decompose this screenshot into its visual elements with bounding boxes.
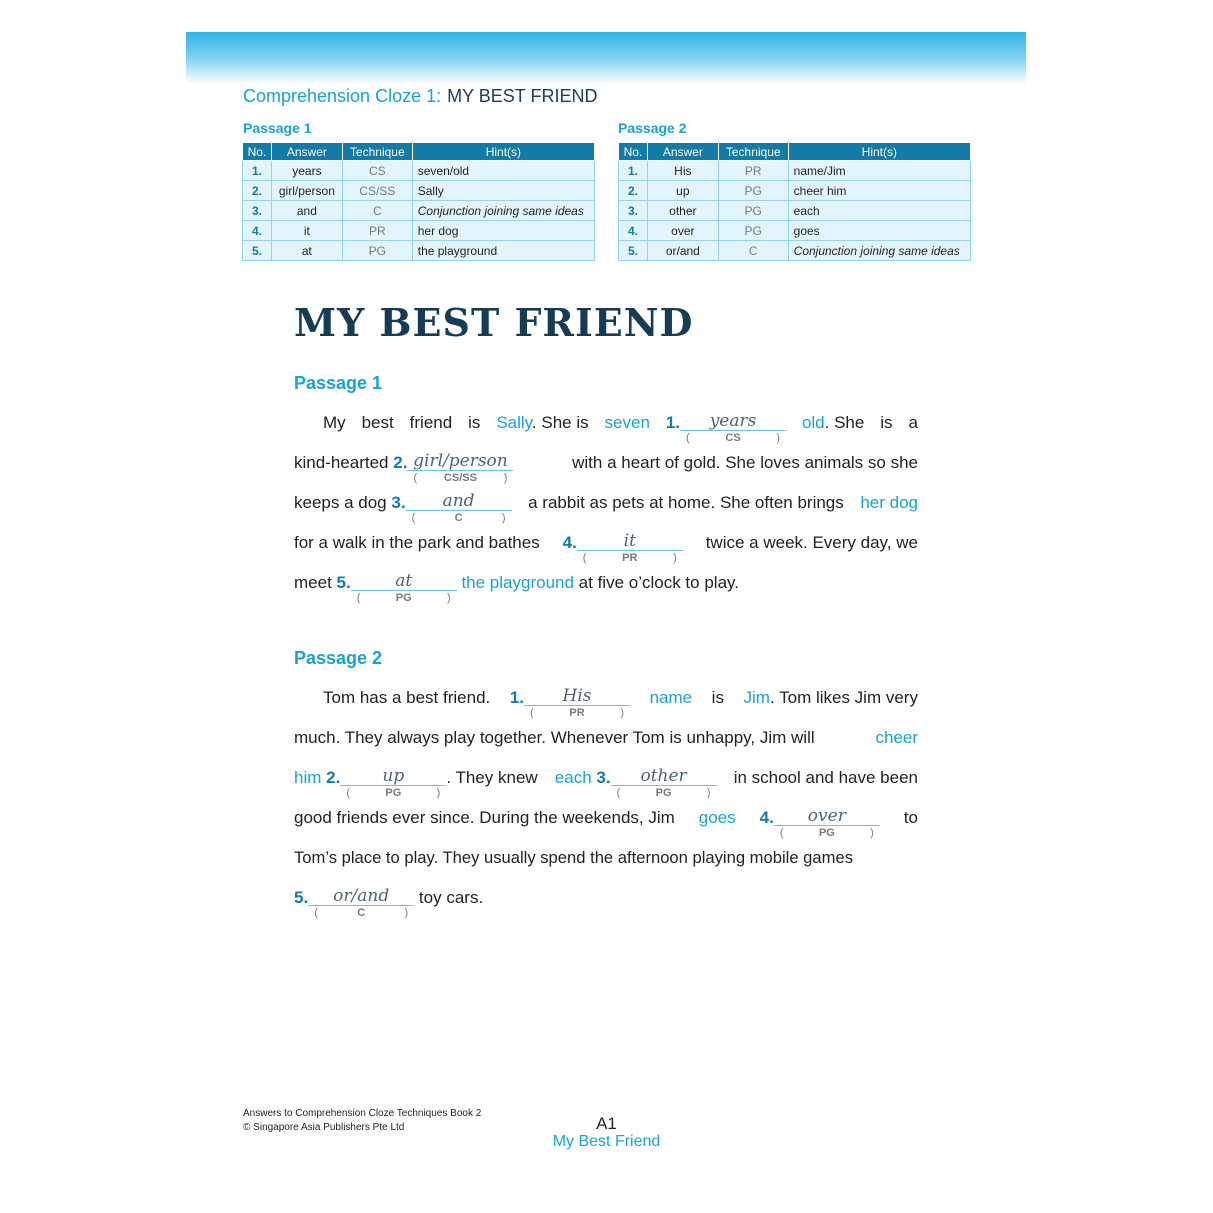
keyword-him: him (294, 768, 322, 787)
text: in school and have been (733, 768, 918, 787)
answer-blank: or/and ( C ) (308, 885, 414, 911)
cell-hint: seven/old (412, 161, 594, 181)
answer-blank: over ( PG ) (774, 805, 880, 831)
table-row (243, 181, 595, 201)
technique-code: CS/SS (443, 472, 477, 484)
cell-hint: name/Jim (788, 161, 970, 181)
text: is (880, 413, 893, 432)
keyword-her-dog: her dog (860, 493, 918, 512)
text: Tom has a best friend. (323, 688, 491, 707)
text: keeps a dog (294, 493, 387, 512)
cell-answer: His (647, 161, 718, 181)
table-row (619, 161, 971, 181)
answer-table-passage-1 (242, 142, 595, 261)
handwritten-answer: over (807, 806, 846, 826)
blank-group (294, 765, 538, 799)
cell-technique: PG (718, 181, 788, 201)
passage-2-line-2 (294, 725, 918, 751)
passage-2-line-3 (294, 765, 918, 799)
keyword-goes: goes (698, 808, 736, 827)
passage-1-line-3 (294, 490, 918, 524)
cell-answer: over (647, 221, 718, 241)
blank-number: 4. (759, 808, 774, 827)
cell-answer: other (647, 201, 718, 221)
story-title: MY BEST FRIEND (294, 300, 694, 345)
text: . She (824, 413, 865, 432)
page-number: A1 (596, 1114, 617, 1133)
technique-code: PG (385, 787, 402, 799)
cell-no: 1. (619, 161, 648, 181)
cell-no: 2. (243, 181, 272, 201)
cell-technique: PR (342, 221, 412, 241)
table-label-passage-1: Passage 1 (243, 120, 312, 136)
cell-technique: CS/SS (342, 181, 412, 201)
handwritten-answer: years (709, 411, 757, 431)
col-header-no: No. (243, 143, 272, 161)
heading-label: Comprehension Cloze 1: (243, 86, 442, 106)
cell-hint: Sally (412, 181, 594, 201)
text: toy cars. (418, 888, 484, 907)
keyword-sally: Sally (496, 413, 532, 432)
text: for a walk in the park and bathes (294, 533, 540, 552)
technique-code: PG (818, 827, 835, 839)
cell-answer: it (271, 221, 342, 241)
cell-technique: CS (342, 161, 412, 181)
technique-code: C (357, 907, 366, 919)
text: My (323, 413, 346, 432)
answer-blank: it ( PR ) (577, 530, 683, 556)
blank-number: 1. (509, 688, 525, 707)
table-header-row (243, 143, 595, 161)
answer-table-passage-2 (618, 142, 971, 261)
text: kind-hearted (294, 453, 389, 472)
text: to (903, 808, 918, 827)
handwritten-answer: or/and (333, 886, 390, 906)
text-group (496, 410, 588, 436)
keyword-cheer: cheer (875, 728, 918, 747)
blank-group (562, 530, 683, 564)
blank-group (759, 805, 880, 839)
text: . Tom likes Jim very (769, 688, 918, 707)
passage-2-line-6 (294, 885, 918, 919)
cell-technique: PR (718, 161, 788, 181)
keyword-old: old (801, 413, 825, 432)
technique-code: PG (395, 592, 412, 604)
text-group (802, 410, 864, 436)
cell-technique: PG (718, 201, 788, 221)
handwritten-answer: and (442, 491, 475, 511)
text: with a heart of gold. She loves animals so she (572, 453, 918, 472)
handwritten-answer: at (395, 571, 413, 591)
heading-title: MY BEST FRIEND (447, 86, 598, 106)
col-header-answer: Answer (271, 143, 342, 161)
text: is (468, 413, 481, 432)
answer-blank: girl/person ( CS/SS ) (407, 450, 513, 476)
table-row (243, 201, 595, 221)
technique-code: PG (655, 787, 672, 799)
keyword-each: each (554, 768, 592, 787)
text: good friends ever since. During the weekends, Jim (294, 808, 675, 827)
cell-no: 3. (243, 201, 272, 221)
col-header-no: No. (619, 143, 648, 161)
passage-2-line-4 (294, 805, 918, 839)
footer-subtitle: My Best Friend (552, 1133, 661, 1150)
cell-technique: C (342, 201, 412, 221)
blank-number: 4. (562, 533, 577, 552)
text: at five o’clock to play. (578, 573, 739, 592)
text: best (361, 413, 394, 432)
cell-no: 4. (243, 221, 272, 241)
table-row (619, 181, 971, 201)
passage-2-line-1 (323, 685, 918, 719)
cell-answer: up (647, 181, 718, 201)
blank-number: 3. (391, 493, 406, 512)
cell-hint: the playground (412, 241, 594, 261)
blank-number: 2. (326, 768, 341, 787)
text: . She is (531, 413, 589, 432)
table-row (619, 221, 971, 241)
text: a (908, 413, 918, 432)
blank-group (554, 765, 717, 799)
col-header-hints: Hint(s) (788, 143, 970, 161)
cell-hint: cheer him (788, 181, 970, 201)
answer-blank: other ( PG ) (611, 765, 717, 791)
passage-1-label: Passage 1 (294, 373, 383, 393)
cell-no: 1. (243, 161, 272, 181)
answer-blank: years ( CS ) (680, 410, 786, 436)
table-row (243, 221, 595, 241)
blank-number: 1. (665, 413, 681, 432)
cell-hint: each (788, 201, 970, 221)
blank-number: 3. (596, 768, 611, 787)
blank-group (294, 490, 512, 524)
blank-group (509, 685, 630, 719)
blank-number: 5. (294, 888, 309, 907)
cell-no: 5. (243, 241, 272, 261)
col-header-technique: Technique (718, 143, 788, 161)
passage-1-line-2 (294, 450, 918, 484)
text: a rabbit as pets at home. She often brings (528, 493, 844, 512)
col-header-answer: Answer (647, 143, 718, 161)
table-label-passage-2: Passage 2 (618, 120, 687, 136)
text: much. They always play together. Whenever Tom is unhappy, Jim will (294, 728, 815, 747)
cell-no: 2. (619, 181, 648, 201)
handwritten-answer: it (623, 531, 636, 551)
cell-hint: goes (788, 221, 970, 241)
table-row (619, 201, 971, 221)
cell-answer: years (271, 161, 342, 181)
table-header-row (619, 143, 971, 161)
table-row (243, 241, 595, 261)
cell-answer: or/and (647, 241, 718, 261)
answer-blank: at ( PG ) (351, 570, 457, 596)
passage-1-line-5 (294, 570, 918, 604)
technique-code: PR (622, 552, 638, 564)
handwritten-answer: His (562, 686, 592, 706)
handwritten-answer: up (382, 766, 405, 786)
blank-group (665, 410, 786, 444)
technique-code: CS (725, 432, 741, 444)
cell-hint: Conjunction joining same ideas (412, 201, 594, 221)
text: friend (409, 413, 453, 432)
cell-technique: C (718, 241, 788, 261)
col-header-hints: Hint(s) (412, 143, 594, 161)
technique-code: PR (569, 707, 585, 719)
passage-2-label: Passage 2 (294, 648, 383, 668)
keyword-seven: seven (604, 413, 650, 432)
cell-answer: at (271, 241, 342, 261)
cell-no: 5. (619, 241, 648, 261)
cell-no: 4. (619, 221, 648, 241)
text-group (744, 685, 918, 711)
text: meet (294, 573, 332, 592)
keyword-the-playground: the playground (461, 573, 574, 592)
answer-blank: His ( PR ) (524, 685, 630, 711)
passage-2-line-5 (294, 845, 918, 871)
table-row (619, 241, 971, 261)
cell-hint: her dog (412, 221, 594, 241)
footer-copyright: © Singapore Asia Publishers Pte Ltd (243, 1122, 405, 1133)
cell-technique: PG (342, 241, 412, 261)
header-banner (186, 32, 1026, 84)
technique-code: C (454, 512, 463, 524)
answer-blank: up ( PG ) (340, 765, 446, 791)
text: Tom’s place to play. They usually spend the afternoon playing mobile games (294, 848, 853, 867)
keyword-name: name (649, 688, 693, 707)
footer-book-title: Answers to Comprehension Cloze Techniques Book 2 (243, 1108, 482, 1119)
cell-no: 3. (619, 201, 648, 221)
cell-answer: and (271, 201, 342, 221)
col-header-technique: Technique (342, 143, 412, 161)
passage-1-line-4 (294, 530, 918, 564)
text: . They knew (446, 768, 538, 787)
text: twice a week. Every day, we (705, 533, 918, 552)
blank-number: 5. (336, 573, 351, 592)
page-heading (243, 86, 597, 107)
text: is (711, 688, 724, 707)
handwritten-answer: girl/person (413, 451, 508, 471)
cell-answer: girl/person (271, 181, 342, 201)
keyword-jim: Jim (743, 688, 770, 707)
cell-hint: Conjunction joining same ideas (788, 241, 970, 261)
answer-blank: and ( C ) (406, 490, 512, 516)
blank-group (294, 450, 513, 484)
blank-number: 2. (393, 453, 408, 472)
handwritten-answer: other (640, 766, 687, 786)
passage-1-line-1 (323, 410, 918, 444)
cell-technique: PG (718, 221, 788, 241)
table-row (243, 161, 595, 181)
